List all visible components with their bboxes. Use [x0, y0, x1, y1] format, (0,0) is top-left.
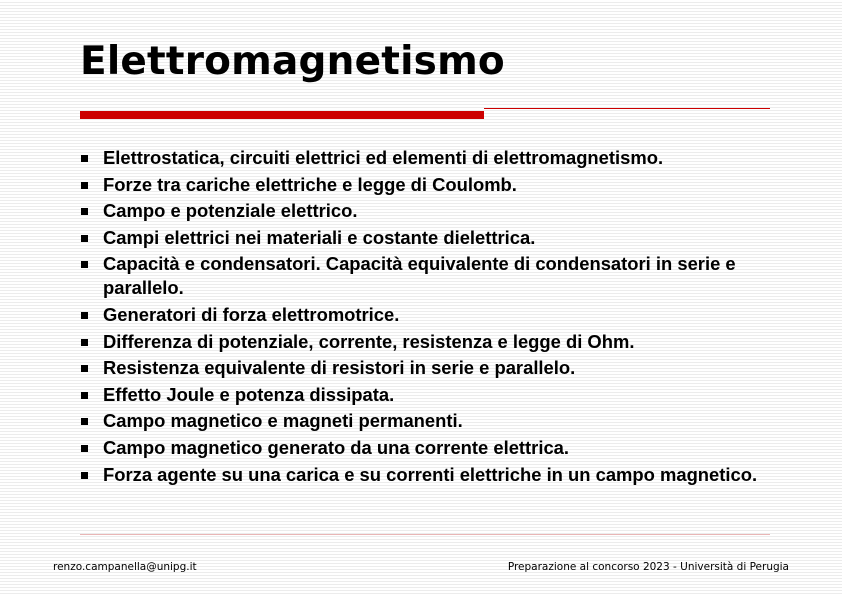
square-bullet-icon: [81, 208, 88, 215]
bullet-text: Campo magnetico e magneti permanenti.: [103, 410, 463, 432]
bullet-item: [80, 463, 800, 487]
bullet-item: [80, 173, 800, 197]
bullet-item: [80, 252, 800, 300]
bullet-text: Forze tra cariche elettriche e legge di Coulomb.: [103, 173, 517, 195]
slide-title: Elettromagnetismo: [80, 39, 505, 84]
square-bullet-icon: [81, 445, 88, 452]
bullet-item: [80, 226, 800, 250]
bullet-item: [80, 436, 800, 460]
footer-divider: [80, 534, 770, 535]
footer-email: renzo.campanella@unipg.it: [53, 561, 197, 573]
square-bullet-icon: [81, 182, 88, 189]
bullet-text: Campo magnetico generato da una corrente elettrica.: [103, 437, 570, 459]
square-bullet-icon: [81, 235, 88, 242]
square-bullet-icon: [81, 418, 88, 425]
bullet-item: [80, 409, 800, 433]
bullet-item: [80, 199, 800, 223]
square-bullet-icon: [81, 312, 88, 319]
bullet-text: Elettrostatica, circuiti elettrici ed elementi di elettromagnetismo.: [103, 147, 664, 168]
bullet-item: [80, 383, 800, 407]
bullet-item: [80, 330, 800, 354]
bullet-item: [80, 303, 800, 327]
bullet-text: Campi elettrici nei materiali e costante dielettrica.: [103, 226, 536, 248]
title-underline-thick: [80, 111, 484, 119]
bullet-text: Resistenza equivalente di resistori in serie e parallelo.: [103, 357, 576, 379]
bullet-item: [80, 356, 800, 380]
bullet-text: Campo e potenziale elettrico.: [103, 200, 358, 222]
bullet-text: Generatori di forza elettromotrice.: [103, 304, 400, 326]
bullet-list: [80, 146, 800, 489]
bullet-text: Capacità e condensatori. Capacità equivalente di condensatori in serie e parallelo.: [103, 253, 736, 299]
square-bullet-icon: [81, 472, 88, 479]
footer-course-info: Preparazione al concorso 2023 - Università di Perugia: [507, 561, 789, 573]
bullet-text: Differenza di potenziale, corrente, resistenza e legge di Ohm.: [103, 330, 635, 352]
square-bullet-icon: [81, 155, 88, 162]
square-bullet-icon: [81, 261, 88, 268]
bullet-text: Effetto Joule e potenza dissipata.: [103, 383, 395, 405]
square-bullet-icon: [81, 339, 88, 346]
square-bullet-icon: [81, 365, 88, 372]
square-bullet-icon: [81, 392, 88, 399]
title-underline-thin: [484, 108, 770, 109]
bullet-item: [80, 146, 800, 170]
bullet-text: Forza agente su una carica e su correnti elettriche in un campo magnetico.: [103, 463, 758, 485]
